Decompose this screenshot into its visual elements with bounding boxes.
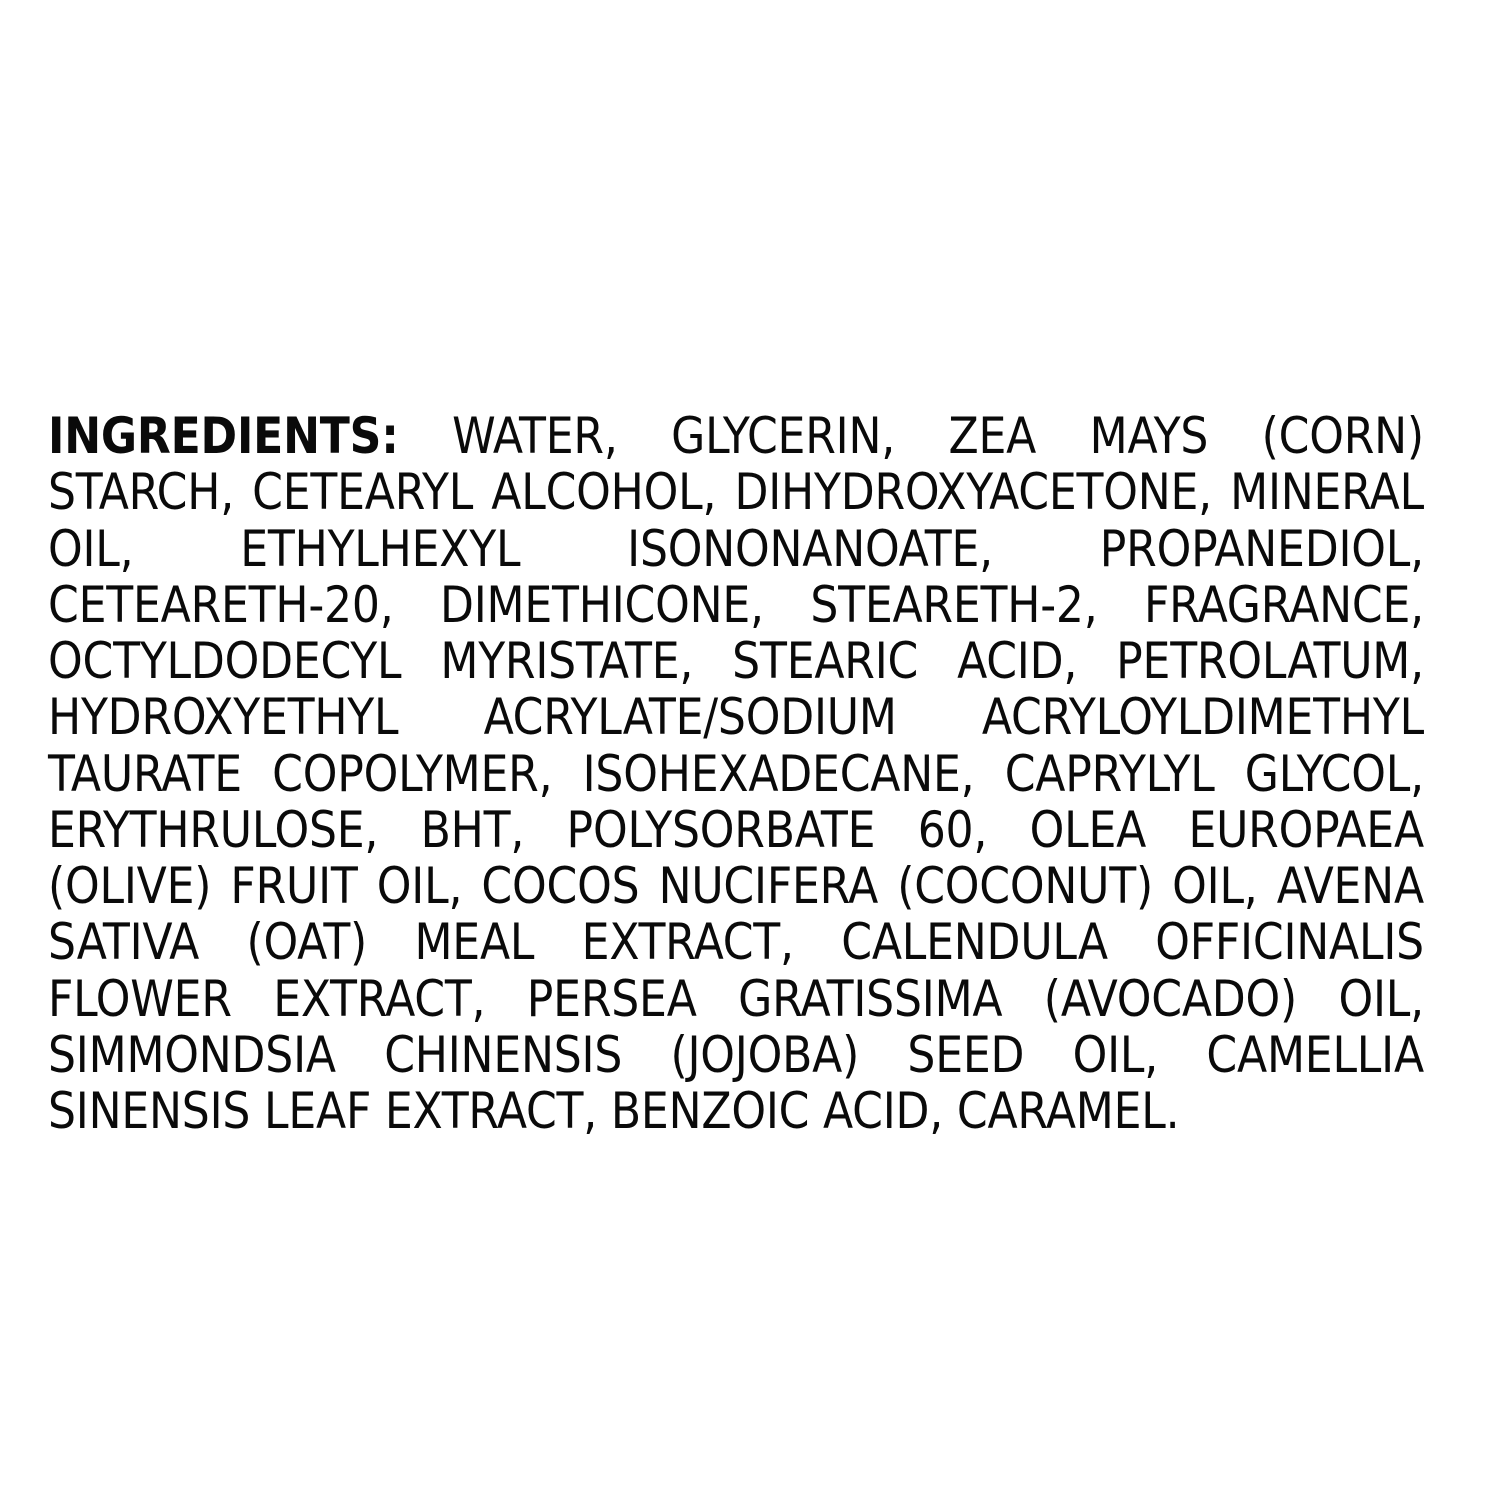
- ingredients-body: WATER, GLYCERIN, ZEA MAYS (CORN) STARCH, CETEARYL ALCOHOL, DIHYDROXYACETONE, MINERAL OIL, ETHYLHEXYL ISONONANOATE, PROPANEDIOL, CETEARETH-20, DIMETHICONE, STEARETH-2, FRAGRANCE, OCTYLDODECYL MYRISTATE, STEARIC ACID, PETROLATUM, HYDROXYETHYL ACRYLATE/SODIUM ACRYLOYLDIMETHYL TAURATE COPOLYMER, ISOHEXADECANE, CAPRYLYL GLYCOL, ERYTHRULOSE, BHT, POLYSORBATE 60, OLEA EUROPAEA (OLIVE) FRUIT OIL, COCOS NUCIFERA (COCONUT) OIL, AVENA SATIVA (OAT) MEAL EXTRACT, CALENDULA OFFICINALIS FLOWER EXTRACT, PERSEA GRATISSIMA (AVOCADO) OIL, SIMMONDSIA CHINENSIS (JOJOBA) SEED OIL, CAMELLIA SINENSIS LEAF EXTRACT, BENZOIC ACID, CARAMEL.: [48, 407, 1424, 1140]
- ingredients-paragraph: [48, 408, 1424, 1139]
- ingredients-block: [48, 408, 1452, 1139]
- ingredients-heading: INGREDIENTS:: [48, 407, 399, 465]
